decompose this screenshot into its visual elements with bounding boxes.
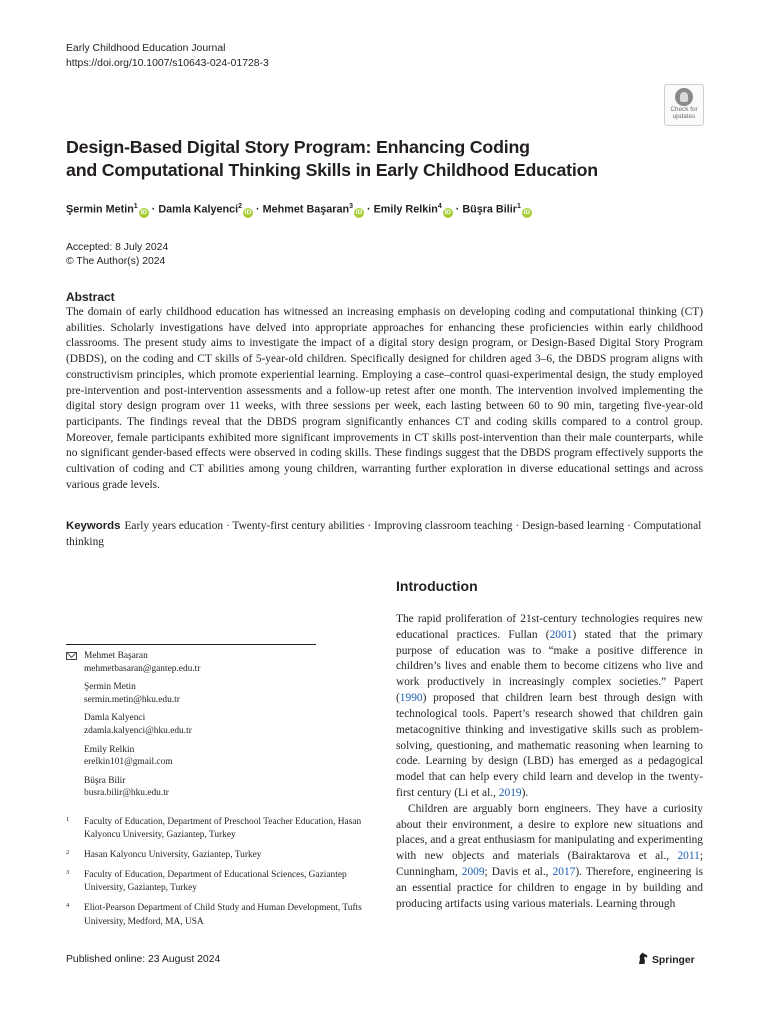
- text-segment: ) stated that the primary purpose of education was to “make a positive difference in children’s lives and enable them to become citizens who live and work productively in increasingly complex societies.” Papert (: [396, 628, 703, 705]
- author-name[interactable]: Mehmet Başaran: [262, 203, 350, 216]
- affiliation-text: Hasan Kalyoncu University, Gaziantep, Turkey: [84, 850, 262, 861]
- correspondence-name: Şermin Metin: [84, 682, 136, 693]
- author-affiliation-number: 3: [349, 203, 353, 210]
- introduction-heading: Introduction: [396, 578, 478, 594]
- author-separator: ·: [253, 203, 263, 216]
- orcid-icon[interactable]: iD: [140, 208, 147, 216]
- journal-doi-link[interactable]: https://doi.org/10.1007/s10643-024-01728-3: [66, 58, 269, 69]
- affiliation-text: Faculty of Education, Department of Educational Sciences, Gaziantep University, Gaziantep, Turkey: [84, 870, 347, 894]
- affiliation-number: 2: [66, 849, 70, 857]
- author-affiliation-number: 2: [238, 203, 243, 210]
- check-updates-icon: [675, 88, 693, 106]
- correspondence-entry: [84, 712, 336, 737]
- affiliation-entry: [66, 849, 366, 862]
- email-link[interactable]: busra.bilir@hku.edu.tr: [84, 788, 169, 799]
- affiliation-text: Eliot-Pearson Department of Child Study and Human Development, Tufts University, Medford, MA, USA: [84, 903, 362, 927]
- correspondence-entry: [84, 744, 336, 769]
- correspondence-name: Emily Relkin: [84, 744, 135, 755]
- correspondence-name: Büşra Bilir: [84, 775, 126, 786]
- citation-link[interactable]: 2019: [498, 786, 522, 799]
- envelope-icon: [66, 652, 77, 660]
- author-affiliation-number: 4: [437, 203, 442, 210]
- text-segment: ). Therefore, engineering is an essential practice for children to engage in by building and producing artifacts using various materials. Learning through: [396, 866, 703, 910]
- email-link[interactable]: mehmetbasaran@gantep.edu.tr: [84, 663, 201, 674]
- accepted-date: Accepted: 8 July 2024: [66, 242, 169, 253]
- publisher-logo: [637, 952, 695, 966]
- citation-link[interactable]: 2017: [552, 866, 576, 878]
- affiliation-entry: [66, 816, 366, 842]
- article-title: [66, 136, 686, 182]
- citation-link[interactable]: 1990: [399, 692, 423, 705]
- footnote-divider: [66, 644, 316, 645]
- author-separator: ·: [363, 203, 374, 216]
- author-affiliation-number: 1: [516, 203, 521, 210]
- introduction-body: [396, 612, 703, 912]
- text-segment: ).: [521, 786, 529, 799]
- author-name[interactable]: Damla Kalyenci: [158, 203, 239, 216]
- orcid-icon[interactable]: iD: [444, 208, 451, 216]
- springer-horse-icon: [637, 952, 649, 965]
- orcid-icon[interactable]: iD: [523, 208, 531, 216]
- keywords-text: Early years education · Twenty-first century abilities · Improving classroom teaching · Design-based learning · Computational thinking: [66, 520, 702, 548]
- published-online: Published online: 23 August 2024: [66, 954, 221, 965]
- author-name[interactable]: Emily Relkin: [373, 203, 438, 216]
- author-affiliation-number: 1: [133, 203, 138, 210]
- intro-paragraph-1: [396, 612, 703, 802]
- correspondence-name: Mehmet Başaran: [84, 651, 148, 661]
- affiliation-number: 1: [66, 816, 70, 823]
- correspondence-entry: [84, 650, 336, 675]
- author-separator: ·: [452, 203, 463, 216]
- intro-paragraph-2: [396, 802, 703, 913]
- publisher-name: Springer: [652, 955, 695, 966]
- text-segment: ; Davis et al.,: [484, 866, 553, 878]
- affiliation-entry: [66, 869, 366, 895]
- text-segment: The rapid proliferation of 21st-century technologies requires new educational practices. Fullan (: [396, 613, 703, 641]
- citation-link[interactable]: 2009: [461, 866, 485, 878]
- text-segment: ; Cunningham,: [396, 850, 703, 878]
- email-link[interactable]: zdamla.kalyenci@hku.edu.tr: [84, 725, 192, 736]
- author-list: [66, 203, 532, 218]
- citation-link[interactable]: 2001: [549, 628, 573, 641]
- citation-link[interactable]: 2011: [677, 850, 700, 863]
- correspondence-entry: [84, 775, 336, 800]
- author-name[interactable]: Büşra Bilir: [462, 203, 517, 216]
- article-dates: [66, 241, 168, 268]
- abstract-text: The domain of early childhood education has witnessed an increasing emphasis on developing coding and computational thinking (CT) abilities. Scholarly investigations have delved into appropriate approaches for enhancing these proficiencies within early childhood classrooms. The present study aims to investigate the impact of a digital story design program, or Design-Based Digital Story Program (DBDS), on the coding and CT skills of 5-year-old children. Specifically designed for children aged 3–6, the DBDS program aligns with constructivism principles, which promote experiential learning. Employing a case–control quasi-experimental design, the study employed pre-intervention and post-intervention assessments and a follow-up retest after one month. The intervention involved implementing the digital story design program over 11 weeks, with three sessions per week, each lasting between 60 to 90 min, targeting five-year-old participants. The findings reveal that the DBDS program significantly enhances CT and coding skills compared to a control group. Moreover, female participants exhibited more significant improvements in CT skills post-intervention than their male counterparts, while no significant gender-based effects were observed in coding skills. These findings suggest that the DBDS program effectively supports the cultivation of coding and CT abilities among young children, warranting further exploration in diverse educational settings and across various grade levels.: [66, 306, 703, 491]
- email-link[interactable]: erelkin101@gmail.com: [84, 757, 173, 768]
- affiliation-number: 3: [66, 869, 70, 877]
- keywords-section: [66, 518, 703, 550]
- journal-header: [66, 41, 269, 71]
- author-separator: ·: [148, 203, 159, 216]
- badge-line1: Check for: [670, 106, 698, 113]
- abstract-heading: Abstract: [66, 290, 115, 304]
- title-line2: and Computational Thinking Skills in Early Childhood Education: [66, 160, 598, 180]
- orcid-icon[interactable]: iD: [355, 208, 363, 216]
- journal-name: Early Childhood Education Journal: [66, 43, 226, 54]
- correspondence-entry: [84, 681, 336, 706]
- keywords-label: Keywords: [66, 520, 121, 532]
- email-link[interactable]: sermin.metin@hku.edu.tr: [84, 694, 180, 705]
- correspondence-block: [66, 650, 336, 806]
- affiliation-number: 4: [66, 902, 70, 910]
- text-segment: ) proposed that children learn best through design with technological tools. Papert’s research showed that children gain metacognitive thinking and investigative skills such as problem-solving, questioning, and mathematic reasoning when learning to code. Learning by design (LBD) has emerged as a pedagogical model that can help every child learn and develop in the twenty-first century (Li et al.,: [396, 692, 703, 799]
- correspondence-name: Damla Kalyenci: [84, 713, 146, 724]
- affiliations-block: [66, 816, 366, 936]
- affiliation-entry: [66, 902, 366, 928]
- affiliation-text: Faculty of Education, Department of Preschool Teacher Education, Hasan Kalyoncu University, Gaziantep, Turkey: [84, 817, 362, 841]
- text-segment: Children are arguably born engineers. They have a curiosity about their environment, a desire to explore new situations and places, and a great enthusiasm for manipulating and experimenting with new objects and materials (Bairaktarova et al.,: [396, 802, 703, 863]
- orcid-icon[interactable]: iD: [244, 208, 252, 216]
- check-for-updates-badge[interactable]: [664, 84, 704, 126]
- author-name[interactable]: Şermin Metin: [66, 203, 134, 216]
- title-line1: Design-Based Digital Story Program: Enhancing Coding: [66, 137, 530, 157]
- badge-line2: updates: [672, 112, 696, 120]
- copyright-line: © The Author(s) 2024: [66, 255, 166, 267]
